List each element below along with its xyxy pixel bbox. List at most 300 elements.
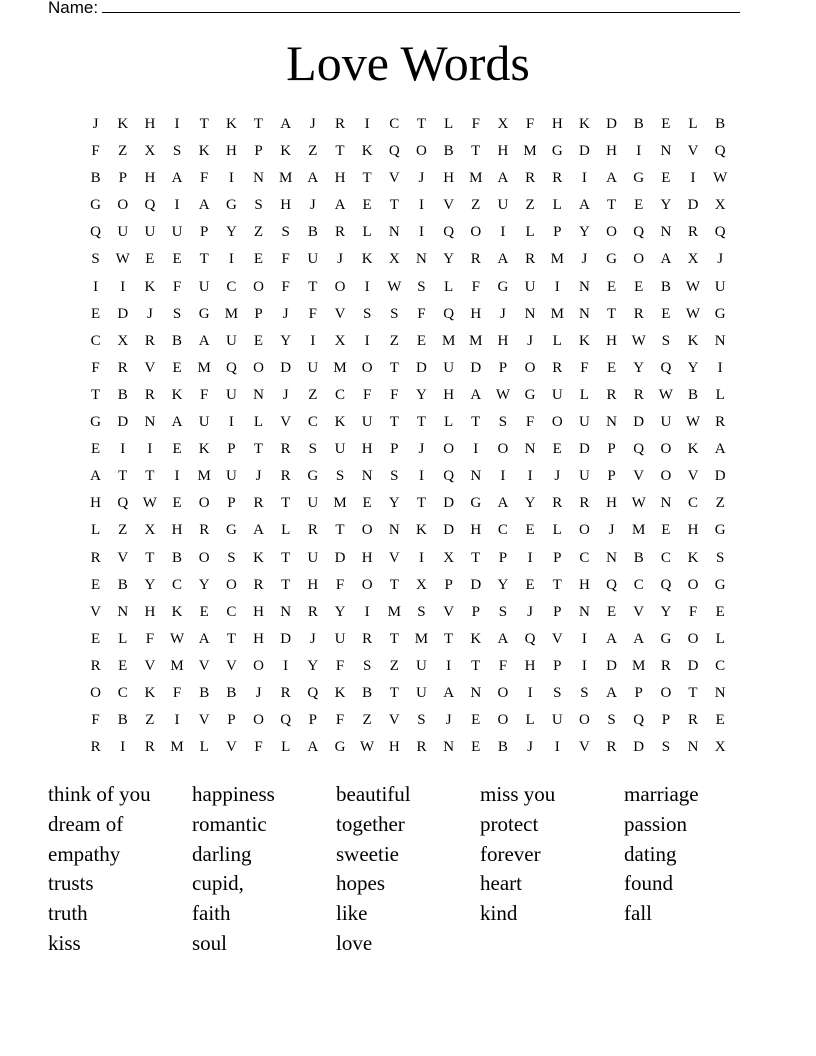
grid-letter[interactable]: C bbox=[660, 549, 671, 566]
grid-letter[interactable]: T bbox=[552, 576, 562, 593]
grid-letter[interactable]: R bbox=[633, 386, 644, 403]
grid-letter[interactable]: H bbox=[334, 170, 346, 187]
grid-letter[interactable]: N bbox=[443, 739, 455, 756]
grid-letter[interactable]: I bbox=[364, 603, 370, 620]
grid-letter[interactable]: U bbox=[334, 630, 346, 647]
grid-letter[interactable]: K bbox=[198, 441, 210, 458]
grid-letter[interactable]: U bbox=[443, 359, 455, 376]
grid-letter[interactable]: O bbox=[660, 468, 672, 485]
grid-letter[interactable]: D bbox=[443, 522, 455, 539]
grid-letter[interactable]: Q bbox=[443, 468, 455, 485]
grid-letter[interactable]: F bbox=[335, 712, 345, 729]
grid-letter[interactable]: M bbox=[469, 332, 483, 349]
grid-letter[interactable]: T bbox=[471, 143, 481, 160]
grid-letter[interactable]: Y bbox=[280, 332, 292, 349]
grid-letter[interactable]: P bbox=[607, 468, 616, 485]
grid-letter[interactable]: R bbox=[307, 603, 318, 620]
grid-letter[interactable]: A bbox=[497, 251, 509, 268]
grid-letter[interactable]: G bbox=[497, 278, 509, 295]
grid-letter[interactable]: T bbox=[145, 468, 155, 485]
grid-letter[interactable]: T bbox=[471, 657, 481, 674]
grid-letter[interactable]: L bbox=[552, 522, 562, 539]
grid-letter[interactable]: S bbox=[553, 684, 562, 701]
grid-letter[interactable]: N bbox=[714, 684, 726, 701]
grid-letter[interactable]: E bbox=[90, 576, 101, 593]
grid-letter[interactable]: H bbox=[171, 522, 183, 539]
grid-letter[interactable]: Q bbox=[388, 143, 400, 160]
grid-letter[interactable]: G bbox=[524, 386, 536, 403]
grid-letter[interactable]: C bbox=[226, 603, 237, 620]
grid-letter[interactable]: T bbox=[606, 197, 617, 214]
grid-letter[interactable]: R bbox=[416, 739, 427, 756]
grid-letter[interactable]: A bbox=[660, 251, 672, 268]
grid-letter[interactable]: N bbox=[606, 549, 617, 566]
grid-letter[interactable]: R bbox=[579, 495, 590, 512]
grid-letter[interactable]: T bbox=[471, 414, 481, 431]
grid-letter[interactable]: B bbox=[117, 712, 128, 729]
grid-letter[interactable]: E bbox=[525, 576, 535, 593]
grid-letter[interactable]: Y bbox=[388, 495, 400, 512]
grid-letter[interactable]: E bbox=[606, 603, 617, 620]
grid-letter[interactable]: W bbox=[631, 495, 646, 512]
grid-letter[interactable]: I bbox=[228, 251, 234, 268]
grid-letter[interactable]: H bbox=[470, 522, 482, 539]
grid-letter[interactable]: V bbox=[280, 414, 292, 431]
grid-letter[interactable]: O bbox=[524, 359, 536, 376]
grid-letter[interactable]: E bbox=[661, 170, 671, 187]
grid-letter[interactable]: J bbox=[146, 305, 153, 322]
grid-letter[interactable]: E bbox=[552, 441, 562, 458]
grid-letter[interactable]: K bbox=[253, 549, 264, 566]
grid-letter[interactable]: X bbox=[714, 197, 726, 214]
grid-letter[interactable]: R bbox=[334, 116, 345, 132]
grid-letter[interactable]: O bbox=[660, 684, 672, 701]
grid-letter[interactable]: F bbox=[308, 305, 317, 322]
grid-letter[interactable]: H bbox=[497, 143, 509, 160]
grid-letter[interactable]: J bbox=[527, 332, 533, 349]
grid-letter[interactable]: O bbox=[578, 712, 590, 729]
grid-letter[interactable]: Y bbox=[633, 359, 645, 376]
grid-letter[interactable]: G bbox=[714, 522, 726, 539]
grid-letter[interactable]: F bbox=[335, 576, 345, 593]
grid-letter[interactable]: N bbox=[524, 305, 536, 322]
grid-letter[interactable]: A bbox=[334, 197, 346, 214]
grid-letter[interactable]: J bbox=[337, 251, 343, 268]
grid-letter[interactable]: R bbox=[90, 549, 101, 566]
grid-letter[interactable]: F bbox=[91, 359, 100, 376]
grid-letter[interactable]: Q bbox=[225, 359, 237, 376]
grid-letter[interactable]: M bbox=[333, 495, 347, 512]
grid-letter[interactable]: I bbox=[120, 441, 126, 458]
grid-letter[interactable]: W bbox=[142, 495, 157, 512]
grid-letter[interactable]: J bbox=[527, 603, 533, 620]
grid-letter[interactable]: L bbox=[444, 414, 454, 431]
grid-letter[interactable]: X bbox=[687, 251, 699, 268]
grid-letter[interactable]: P bbox=[553, 549, 562, 566]
grid-letter[interactable]: K bbox=[144, 278, 156, 295]
grid-letter[interactable]: R bbox=[688, 712, 699, 729]
grid-letter[interactable]: G bbox=[198, 305, 210, 322]
grid-letter[interactable]: P bbox=[498, 549, 508, 566]
grid-letter[interactable]: S bbox=[281, 224, 290, 241]
grid-letter[interactable]: J bbox=[554, 468, 561, 485]
grid-letter[interactable]: T bbox=[444, 630, 454, 647]
grid-letter[interactable]: A bbox=[714, 441, 726, 458]
grid-letter[interactable]: K bbox=[687, 549, 699, 566]
grid-letter[interactable]: Y bbox=[660, 603, 672, 620]
grid-letter[interactable]: M bbox=[414, 630, 429, 647]
grid-letter[interactable]: A bbox=[307, 170, 319, 187]
grid-letter[interactable]: E bbox=[253, 332, 264, 349]
grid-letter[interactable]: X bbox=[416, 576, 427, 593]
grid-letter[interactable]: Z bbox=[118, 522, 128, 539]
grid-letter[interactable]: Q bbox=[660, 359, 672, 376]
grid-letter[interactable]: V bbox=[388, 549, 400, 566]
grid-letter[interactable]: Q bbox=[307, 684, 319, 701]
grid-letter[interactable]: D bbox=[470, 576, 482, 593]
grid-letter[interactable]: H bbox=[470, 305, 482, 322]
grid-letter[interactable]: A bbox=[307, 739, 319, 756]
grid-letter[interactable]: S bbox=[661, 739, 671, 756]
grid-letter[interactable]: E bbox=[90, 441, 101, 458]
grid-letter[interactable]: E bbox=[416, 332, 427, 349]
grid-letter[interactable]: I bbox=[120, 739, 126, 756]
grid-letter[interactable]: J bbox=[92, 116, 99, 132]
grid-letter[interactable]: K bbox=[416, 522, 427, 539]
grid-letter[interactable]: M bbox=[441, 332, 456, 349]
grid-letter[interactable]: R bbox=[280, 441, 291, 458]
grid-letter[interactable]: K bbox=[687, 332, 699, 349]
grid-letter[interactable]: K bbox=[361, 143, 373, 160]
grid-letter[interactable]: F bbox=[498, 657, 508, 674]
grid-letter[interactable]: E bbox=[199, 603, 209, 620]
grid-letter[interactable]: M bbox=[333, 359, 347, 376]
grid-letter[interactable]: P bbox=[308, 712, 317, 729]
grid-letter[interactable]: O bbox=[253, 278, 264, 295]
grid-letter[interactable]: D bbox=[633, 739, 645, 756]
grid-letter[interactable]: N bbox=[416, 251, 427, 268]
grid-letter[interactable]: W bbox=[658, 386, 673, 403]
grid-letter[interactable]: O bbox=[90, 684, 101, 701]
grid-letter[interactable]: I bbox=[228, 414, 234, 431]
grid-letter[interactable]: I bbox=[554, 278, 560, 295]
grid-letter[interactable]: E bbox=[525, 522, 535, 539]
grid-letter[interactable]: P bbox=[553, 657, 562, 674]
grid-letter[interactable]: I bbox=[717, 359, 723, 376]
grid-letter[interactable]: M bbox=[170, 739, 184, 756]
grid-letter[interactable]: O bbox=[606, 224, 617, 241]
grid-letter[interactable]: Z bbox=[308, 386, 318, 403]
grid-letter[interactable]: C bbox=[715, 657, 726, 674]
grid-letter[interactable]: T bbox=[308, 278, 318, 295]
grid-letter[interactable]: B bbox=[660, 278, 671, 295]
grid-letter[interactable]: D bbox=[633, 414, 645, 431]
grid-letter[interactable]: F bbox=[390, 386, 399, 403]
grid-letter[interactable]: O bbox=[497, 712, 509, 729]
grid-letter[interactable]: U bbox=[225, 386, 237, 403]
grid-letter[interactable]: Y bbox=[497, 576, 509, 593]
grid-letter[interactable]: M bbox=[387, 603, 401, 620]
grid-letter[interactable]: J bbox=[418, 441, 425, 458]
grid-letter[interactable]: S bbox=[417, 712, 426, 729]
grid-letter[interactable]: V bbox=[198, 657, 210, 674]
grid-letter[interactable]: D bbox=[117, 305, 129, 322]
grid-letter[interactable]: D bbox=[714, 468, 726, 485]
grid-letter[interactable]: U bbox=[497, 197, 509, 214]
grid-letter[interactable]: H bbox=[361, 441, 373, 458]
grid-letter[interactable]: Z bbox=[389, 332, 399, 349]
grid-letter[interactable]: D bbox=[443, 495, 455, 512]
grid-letter[interactable]: Q bbox=[633, 712, 645, 729]
grid-letter[interactable]: U bbox=[225, 332, 237, 349]
grid-letter[interactable]: I bbox=[174, 116, 180, 132]
grid-letter[interactable]: I bbox=[418, 468, 424, 485]
grid-letter[interactable]: I bbox=[690, 170, 696, 187]
grid-letter[interactable]: T bbox=[389, 414, 399, 431]
grid-letter[interactable]: S bbox=[308, 441, 317, 458]
grid-letter[interactable]: A bbox=[606, 630, 617, 647]
grid-letter[interactable]: O bbox=[443, 441, 455, 458]
grid-letter[interactable]: M bbox=[279, 170, 293, 187]
grid-letter[interactable]: Y bbox=[578, 224, 590, 241]
grid-letter[interactable]: U bbox=[171, 224, 183, 241]
grid-letter[interactable]: W bbox=[631, 332, 646, 349]
grid-letter[interactable]: H bbox=[443, 386, 455, 403]
grid-letter[interactable]: H bbox=[578, 576, 590, 593]
grid-letter[interactable]: N bbox=[660, 224, 672, 241]
grid-letter[interactable]: R bbox=[362, 630, 373, 647]
grid-letter[interactable]: R bbox=[90, 657, 101, 674]
grid-letter[interactable]: H bbox=[144, 603, 156, 620]
grid-letter[interactable]: V bbox=[388, 170, 400, 187]
grid-letter[interactable]: T bbox=[688, 684, 698, 701]
grid-letter[interactable]: A bbox=[171, 414, 183, 431]
grid-letter[interactable]: N bbox=[470, 468, 482, 485]
grid-letter[interactable]: J bbox=[527, 739, 533, 756]
grid-letter[interactable]: T bbox=[416, 495, 427, 512]
grid-letter[interactable]: K bbox=[687, 441, 699, 458]
grid-letter[interactable]: E bbox=[90, 305, 101, 322]
grid-letter[interactable]: J bbox=[309, 197, 316, 214]
grid-letter[interactable]: X bbox=[334, 332, 346, 349]
grid-letter[interactable]: O bbox=[470, 224, 482, 241]
grid-letter[interactable]: E bbox=[471, 739, 481, 756]
grid-letter[interactable]: S bbox=[172, 143, 182, 160]
grid-letter[interactable]: O bbox=[225, 576, 237, 593]
grid-letter[interactable]: Q bbox=[633, 441, 645, 458]
grid-letter[interactable]: D bbox=[280, 630, 292, 647]
grid-letter[interactable]: B bbox=[688, 386, 699, 403]
grid-letter[interactable]: B bbox=[497, 739, 508, 756]
grid-letter[interactable]: C bbox=[688, 495, 699, 512]
grid-letter[interactable]: T bbox=[389, 630, 399, 647]
grid-letter[interactable]: D bbox=[117, 414, 129, 431]
grid-letter[interactable]: S bbox=[390, 468, 399, 485]
grid-letter[interactable]: X bbox=[117, 332, 129, 349]
grid-letter[interactable]: A bbox=[90, 468, 101, 485]
grid-letter[interactable]: R bbox=[660, 657, 671, 674]
grid-letter[interactable]: E bbox=[90, 630, 101, 647]
grid-letter[interactable]: X bbox=[144, 143, 156, 160]
grid-letter[interactable]: V bbox=[578, 739, 590, 756]
grid-letter[interactable]: H bbox=[443, 170, 455, 187]
grid-letter[interactable]: P bbox=[254, 305, 263, 322]
grid-letter[interactable]: S bbox=[362, 305, 372, 322]
grid-letter[interactable]: B bbox=[443, 143, 454, 160]
grid-letter[interactable]: H bbox=[253, 630, 264, 647]
grid-letter[interactable]: Z bbox=[253, 224, 264, 241]
grid-letter[interactable]: I bbox=[228, 170, 234, 187]
grid-letter[interactable]: L bbox=[552, 197, 562, 214]
grid-letter[interactable]: E bbox=[362, 495, 372, 512]
grid-letter[interactable]: P bbox=[498, 359, 508, 376]
grid-letter[interactable]: C bbox=[90, 332, 101, 349]
grid-letter[interactable]: U bbox=[524, 278, 536, 295]
grid-letter[interactable]: S bbox=[254, 197, 263, 214]
grid-letter[interactable]: F bbox=[281, 278, 290, 295]
grid-letter[interactable]: U bbox=[198, 278, 210, 295]
grid-letter[interactable]: A bbox=[497, 630, 509, 647]
grid-letter[interactable]: N bbox=[687, 739, 699, 756]
grid-letter[interactable]: K bbox=[171, 603, 183, 620]
grid-letter[interactable]: L bbox=[525, 712, 535, 729]
grid-letter[interactable]: O bbox=[361, 576, 373, 593]
grid-letter[interactable]: I bbox=[527, 468, 533, 485]
grid-letter[interactable]: U bbox=[144, 224, 156, 241]
grid-letter[interactable]: A bbox=[443, 684, 455, 701]
grid-letter[interactable]: P bbox=[227, 712, 236, 729]
grid-letter[interactable]: R bbox=[253, 495, 264, 512]
grid-letter[interactable]: T bbox=[281, 495, 291, 512]
grid-letter[interactable]: Z bbox=[389, 657, 399, 674]
grid-letter[interactable]: I bbox=[500, 224, 506, 241]
grid-letter[interactable]: I bbox=[364, 278, 370, 295]
grid-letter[interactable]: H bbox=[551, 116, 563, 132]
grid-letter[interactable]: U bbox=[307, 549, 319, 566]
grid-letter[interactable]: F bbox=[335, 657, 345, 674]
grid-letter[interactable]: G bbox=[90, 197, 101, 214]
grid-letter[interactable]: U bbox=[578, 468, 590, 485]
grid-letter[interactable]: P bbox=[227, 441, 236, 458]
grid-letter[interactable]: O bbox=[198, 549, 210, 566]
grid-letter[interactable]: F bbox=[200, 386, 209, 403]
grid-letter[interactable]: R bbox=[633, 305, 644, 322]
grid-letter[interactable]: E bbox=[362, 197, 372, 214]
grid-letter[interactable]: A bbox=[497, 170, 509, 187]
grid-letter[interactable]: I bbox=[636, 143, 642, 160]
grid-letter[interactable]: B bbox=[226, 684, 237, 701]
grid-letter[interactable]: O bbox=[687, 630, 699, 647]
grid-letter[interactable]: H bbox=[497, 332, 509, 349]
grid-letter[interactable]: A bbox=[606, 170, 617, 187]
grid-letter[interactable]: M bbox=[523, 143, 537, 160]
grid-letter[interactable]: F bbox=[172, 684, 182, 701]
grid-letter[interactable]: M bbox=[550, 251, 564, 268]
grid-letter[interactable]: G bbox=[551, 143, 563, 160]
grid-letter[interactable]: I bbox=[418, 549, 424, 566]
grid-letter[interactable]: W bbox=[685, 278, 701, 295]
grid-letter[interactable]: M bbox=[632, 657, 646, 674]
grid-letter[interactable]: B bbox=[172, 549, 183, 566]
grid-letter[interactable]: G bbox=[714, 576, 726, 593]
grid-letter[interactable]: O bbox=[361, 359, 373, 376]
grid-letter[interactable]: L bbox=[444, 278, 454, 295]
grid-letter[interactable]: F bbox=[281, 251, 290, 268]
grid-letter[interactable]: L bbox=[199, 739, 209, 756]
grid-letter[interactable]: C bbox=[117, 684, 128, 701]
grid-letter[interactable]: P bbox=[634, 684, 643, 701]
grid-letter[interactable]: V bbox=[117, 549, 129, 566]
grid-letter[interactable]: K bbox=[334, 414, 346, 431]
grid-letter[interactable]: X bbox=[714, 739, 726, 756]
grid-letter[interactable]: H bbox=[687, 522, 699, 539]
grid-letter[interactable]: E bbox=[172, 495, 182, 512]
grid-letter[interactable]: J bbox=[717, 251, 724, 268]
grid-letter[interactable]: Y bbox=[334, 603, 346, 620]
grid-letter[interactable]: R bbox=[144, 386, 155, 403]
grid-letter[interactable]: U bbox=[416, 684, 427, 701]
grid-letter[interactable]: Q bbox=[144, 197, 156, 214]
grid-letter[interactable]: C bbox=[307, 414, 318, 431]
grid-letter[interactable]: Z bbox=[145, 712, 155, 729]
grid-letter[interactable]: P bbox=[444, 576, 453, 593]
grid-letter[interactable]: S bbox=[362, 657, 372, 674]
grid-letter[interactable]: G bbox=[470, 495, 482, 512]
grid-letter[interactable]: P bbox=[200, 224, 209, 241]
grid-letter[interactable]: H bbox=[524, 657, 536, 674]
grid-letter[interactable]: Z bbox=[308, 143, 318, 160]
grid-letter[interactable]: R bbox=[552, 170, 563, 187]
grid-letter[interactable]: O bbox=[660, 441, 672, 458]
grid-letter[interactable]: U bbox=[117, 224, 129, 241]
grid-letter[interactable]: T bbox=[389, 684, 399, 701]
grid-letter[interactable]: I bbox=[527, 684, 533, 701]
grid-letter[interactable]: Y bbox=[660, 197, 672, 214]
grid-letter[interactable]: P bbox=[607, 441, 616, 458]
grid-letter[interactable]: G bbox=[307, 468, 319, 485]
grid-letter[interactable]: I bbox=[581, 170, 587, 187]
grid-letter[interactable]: J bbox=[255, 684, 262, 701]
grid-letter[interactable]: E bbox=[715, 603, 725, 620]
grid-letter[interactable]: I bbox=[310, 332, 316, 349]
grid-letter[interactable]: Y bbox=[144, 576, 156, 593]
grid-letter[interactable]: T bbox=[335, 522, 345, 539]
grid-letter[interactable]: K bbox=[144, 684, 156, 701]
grid-letter[interactable]: N bbox=[578, 603, 590, 620]
grid-letter[interactable]: G bbox=[660, 630, 672, 647]
grid-letter[interactable]: M bbox=[632, 522, 646, 539]
grid-letter[interactable]: Q bbox=[660, 576, 672, 593]
grid-letter[interactable]: N bbox=[714, 332, 726, 349]
grid-letter[interactable]: A bbox=[606, 684, 617, 701]
grid-letter[interactable]: T bbox=[335, 143, 345, 160]
grid-letter[interactable]: V bbox=[388, 712, 400, 729]
grid-letter[interactable]: K bbox=[280, 143, 292, 160]
grid-letter[interactable]: R bbox=[606, 739, 617, 756]
grid-letter[interactable]: G bbox=[225, 197, 237, 214]
grid-letter[interactable]: O bbox=[334, 278, 346, 295]
grid-letter[interactable]: T bbox=[416, 414, 427, 431]
grid-letter[interactable]: H bbox=[144, 116, 156, 132]
grid-letter[interactable]: D bbox=[416, 359, 427, 376]
grid-letter[interactable]: I bbox=[500, 468, 506, 485]
grid-letter[interactable]: Z bbox=[525, 197, 535, 214]
grid-letter[interactable]: B bbox=[362, 684, 373, 701]
grid-letter[interactable]: D bbox=[578, 143, 590, 160]
grid-letter[interactable]: I bbox=[174, 468, 180, 485]
grid-letter[interactable]: A bbox=[280, 116, 292, 132]
grid-letter[interactable]: S bbox=[172, 305, 182, 322]
